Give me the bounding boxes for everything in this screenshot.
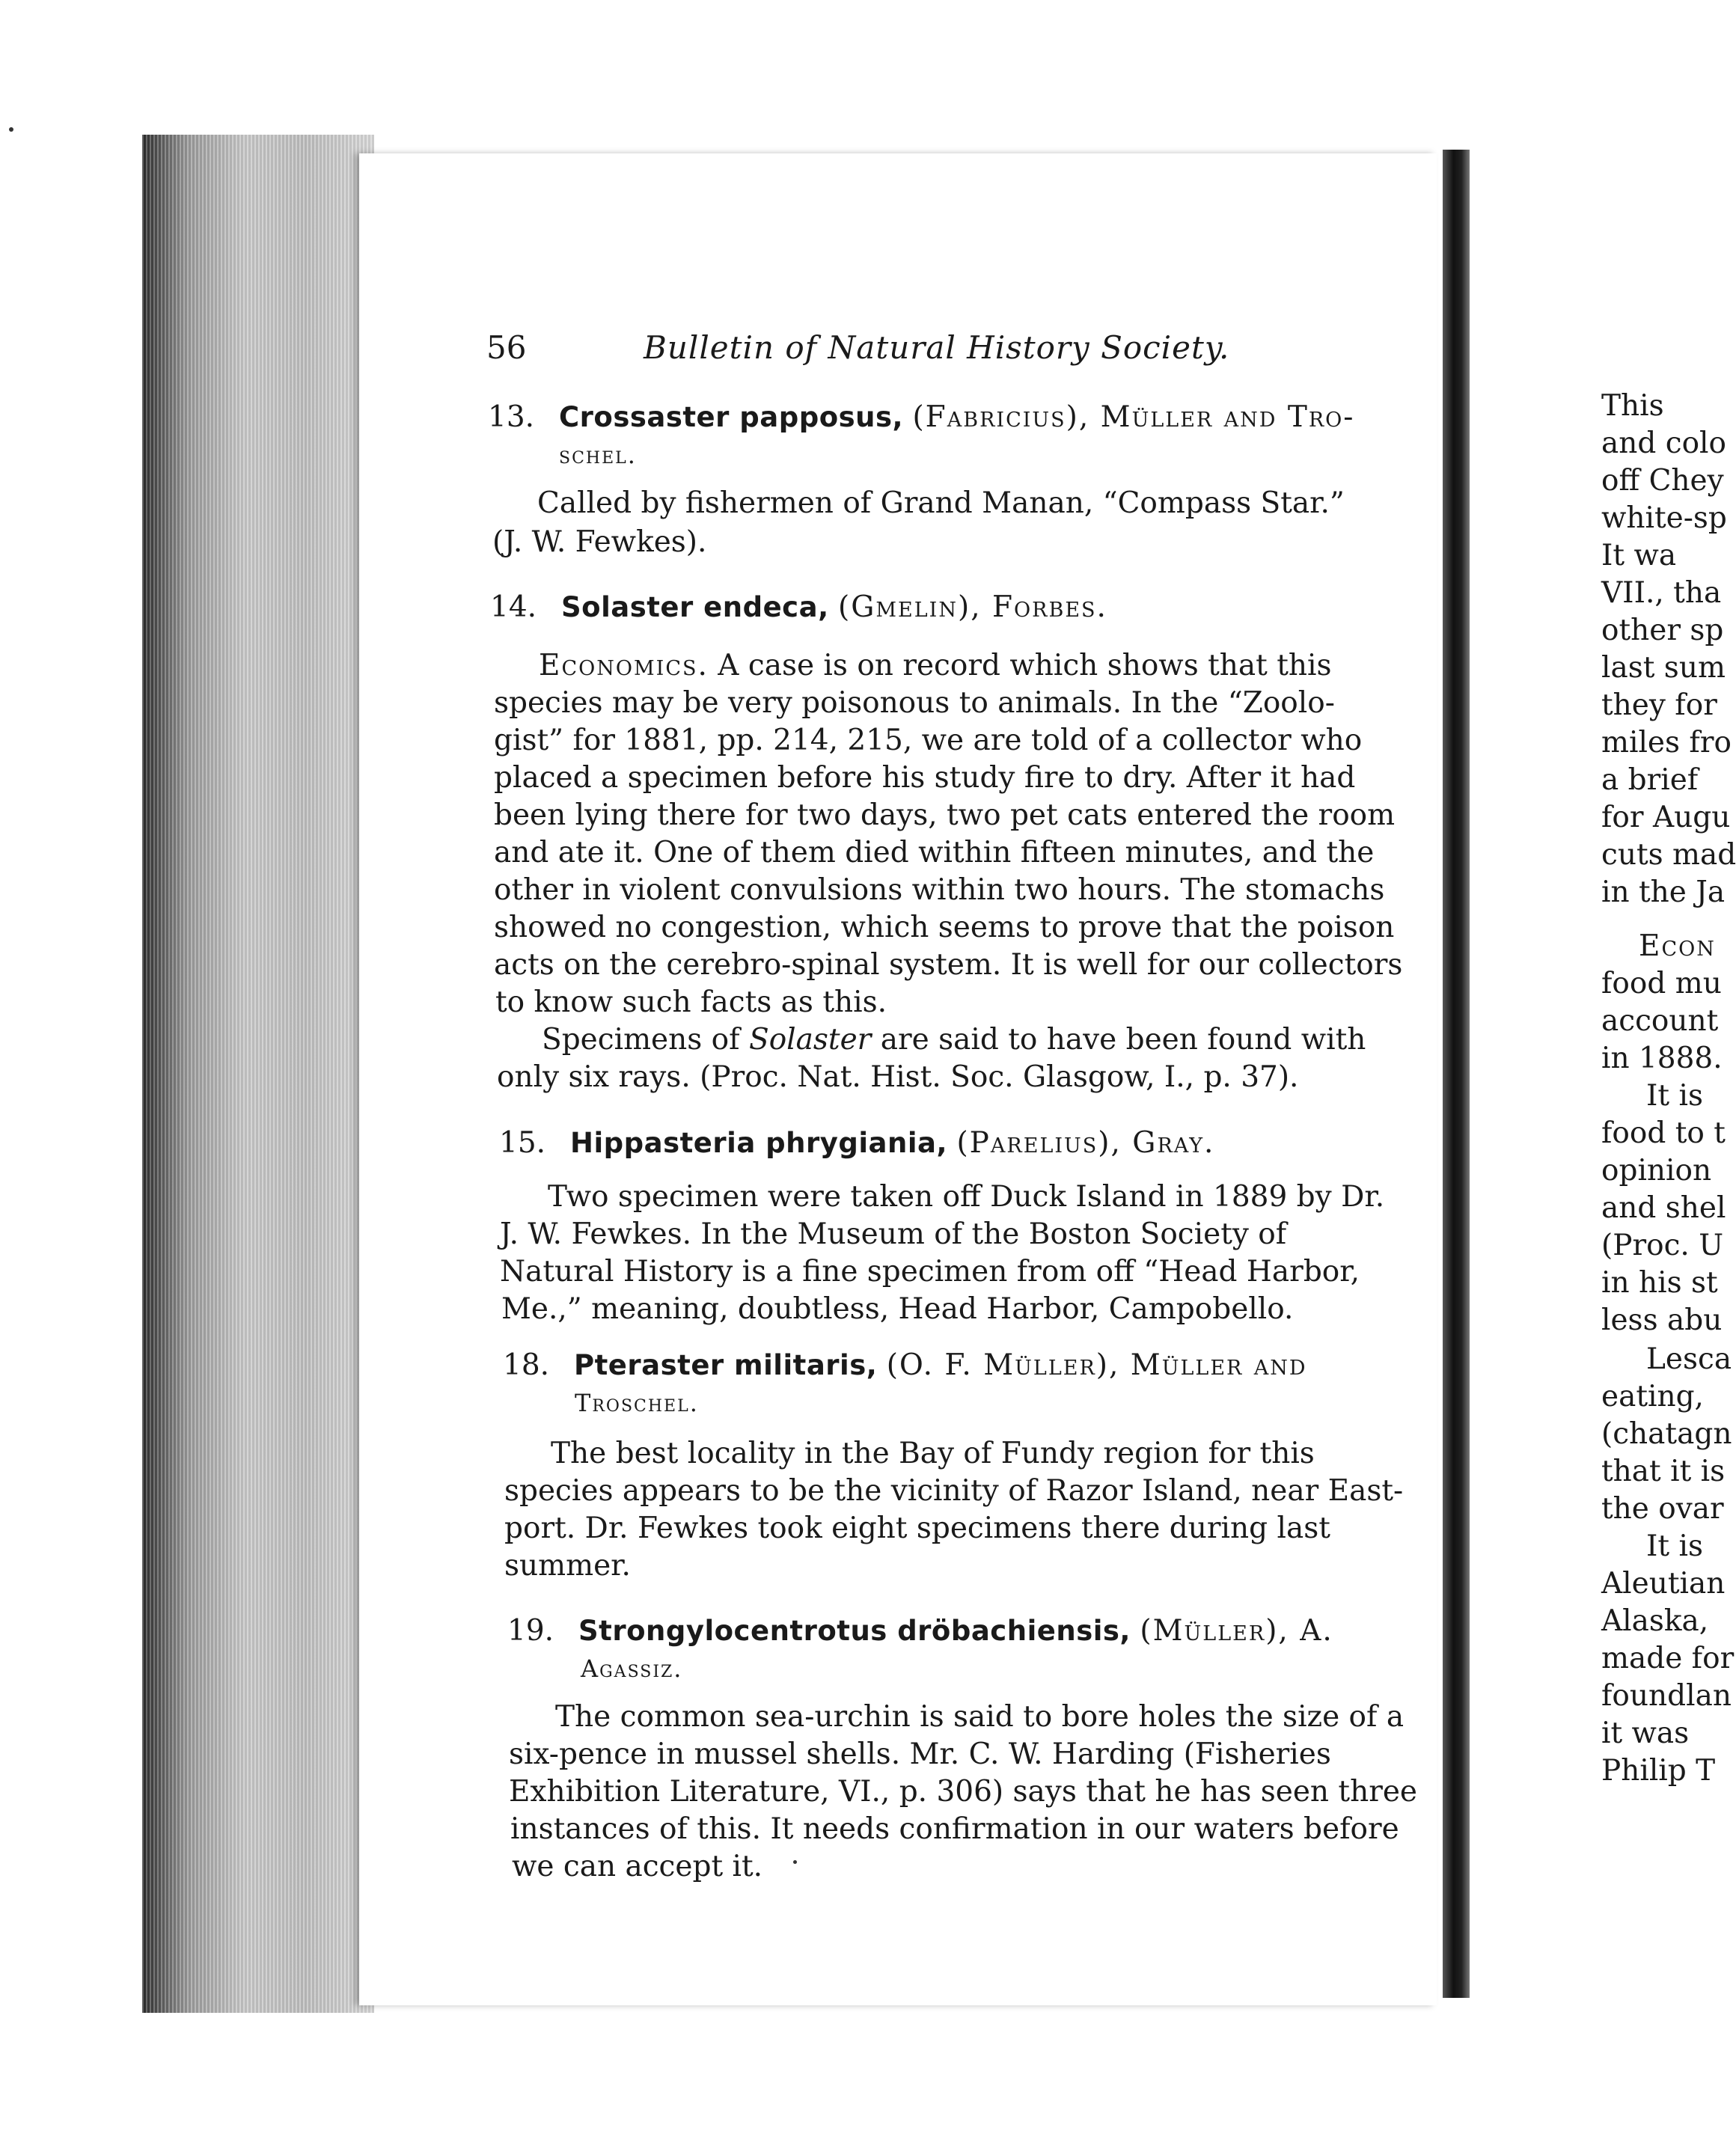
paragraph-line <box>539 647 1332 685</box>
entry-heading <box>488 399 1354 436</box>
species-authority: (O. F. Müller), Müller and <box>886 1348 1307 1382</box>
paragraph-line: The common sea-urchin is said to bore holes the size of a <box>555 1700 1405 1734</box>
right-page-line: Lesca <box>1646 1342 1732 1376</box>
paragraph-line: instances of this. It needs confirmation in our waters before <box>510 1812 1399 1846</box>
paragraph-line: gist” for 1881, pp. 214, 215, we are told of a collector who <box>494 724 1363 757</box>
right-page-line: Aleutian <box>1601 1567 1726 1601</box>
paragraph-line: been lying there for two days, two pet cats entered the room <box>494 798 1396 832</box>
right-page-line: VII., tha <box>1601 576 1722 610</box>
section-label: Economics. <box>539 649 709 682</box>
right-page-line: and shel <box>1601 1191 1726 1225</box>
right-page-line: in his st <box>1601 1266 1718 1300</box>
right-page-line: that it is <box>1601 1455 1726 1488</box>
paragraph-line: placed a specimen before his study fire to dry. After it had <box>494 761 1356 795</box>
paragraph-text: A case is on record which shows that this <box>708 649 1332 682</box>
species-authority: (Müller), A. <box>1140 1614 1333 1648</box>
entry-heading <box>507 1613 1333 1650</box>
paragraph-line: and ate it. One of them died within fifteen minutes, and the <box>494 836 1375 869</box>
entry-heading <box>490 589 1107 626</box>
right-page-line: in the Ja <box>1601 875 1726 909</box>
ink-speck <box>793 1860 797 1864</box>
right-page-line: the ovar <box>1601 1492 1724 1526</box>
species-authority-continued: schel. <box>559 441 637 469</box>
right-page-line: opinion <box>1601 1154 1712 1187</box>
genus-name: Solaster <box>748 1023 872 1057</box>
paragraph-line: we can accept it. <box>512 1850 763 1883</box>
right-page-line: Econ <box>1639 929 1716 963</box>
paragraph-line: The best locality in the Bay of Fundy region for this <box>551 1437 1315 1470</box>
right-page-line: in 1888. <box>1601 1042 1723 1075</box>
paragraph-line: to know such facts as this. <box>495 985 887 1019</box>
right-page-line: (Proc. U <box>1601 1229 1724 1262</box>
right-page-line: less abu <box>1601 1303 1723 1337</box>
right-page-line: (chatagn <box>1601 1417 1732 1451</box>
species-authority: (Fabricius), Müller and Tro- <box>912 400 1355 434</box>
right-page-line: for Augu <box>1601 801 1731 834</box>
species-name: Crossaster papposus, <box>559 401 904 433</box>
entry-number: 13. <box>488 400 535 434</box>
right-page-line: miles fro <box>1601 726 1732 759</box>
ink-speck <box>9 127 13 132</box>
paragraph-line: acts on the cerebro-spinal system. It is well for our collectors <box>494 948 1403 982</box>
right-page-line: a brief <box>1601 763 1699 797</box>
right-page-line: Alaska, <box>1601 1604 1709 1638</box>
right-page-line: This <box>1601 389 1664 423</box>
species-authority: (Gmelin), Forbes. <box>838 590 1107 624</box>
species-name: Solaster endeca, <box>561 591 829 623</box>
paragraph-line: species appears to be the vicinity of Razor Island, near East- <box>504 1474 1404 1508</box>
paragraph-text: Specimens of <box>542 1023 749 1057</box>
species-authority-continued: Agassiz. <box>581 1654 683 1683</box>
paragraph-line: summer. <box>504 1549 631 1583</box>
right-page-line: It wa <box>1601 539 1677 572</box>
paragraph-line <box>542 1021 1366 1059</box>
paragraph-line: other in violent convulsions within two hours. The stomachs <box>494 873 1385 907</box>
right-page-line: It is <box>1646 1079 1703 1113</box>
paragraph-line: Two specimen were taken off Duck Island in 1889 by Dr. <box>548 1180 1385 1214</box>
paragraph-line: six-pence in mussel shells. Mr. C. W. Harding (Fisheries <box>509 1737 1331 1771</box>
entry-number: 19. <box>507 1614 554 1648</box>
entry-number: 14. <box>490 590 537 624</box>
right-page-line: it was <box>1601 1717 1690 1750</box>
right-page-line: made for <box>1601 1642 1735 1675</box>
right-page-line: account <box>1601 1004 1719 1038</box>
right-page-line: foundlan <box>1601 1679 1732 1713</box>
paragraph-line: only six rays. (Proc. Nat. Hist. Soc. Glasgow, I., p. 37). <box>497 1060 1299 1094</box>
right-page-line: Philip T <box>1601 1754 1716 1788</box>
entry-number: 18. <box>503 1348 550 1382</box>
species-name: Hippasteria phrygiania, <box>570 1127 948 1159</box>
page-number: 56 <box>486 329 527 366</box>
running-title: Bulletin of Natural History Society. <box>644 329 1230 366</box>
right-page-line: cuts mad <box>1601 838 1736 872</box>
entry-heading <box>503 1347 1307 1384</box>
paragraph-text: are said to have been found with <box>871 1023 1366 1057</box>
paragraph-line: port. Dr. Fewkes took eight specimens there during last <box>504 1511 1330 1545</box>
right-page-line: food to t <box>1601 1116 1726 1150</box>
right-page-line: last sum <box>1601 651 1726 685</box>
species-name: Pteraster militaris, <box>574 1349 878 1381</box>
right-page-line: It is <box>1646 1529 1703 1563</box>
paragraph-line: (J. W. Fewkes). <box>492 525 707 559</box>
entry-heading <box>499 1125 1214 1162</box>
paragraph-line: Exhibition Literature, VI., p. 306) says that he has seen three <box>509 1775 1418 1809</box>
paragraph-line: J. W. Fewkes. In the Museum of the Boston Society of <box>500 1217 1287 1251</box>
paragraph-line: Me.,” meaning, doubtless, Head Harbor, Campobello. <box>501 1292 1294 1326</box>
page-header <box>486 329 1235 374</box>
right-page-line: other sp <box>1601 614 1724 647</box>
paragraph-line: Called by fishermen of Grand Manan, “Compass Star.” <box>537 486 1345 520</box>
paragraph-line: Natural History is a fine specimen from off “Head Harbor, <box>500 1255 1360 1289</box>
right-page-line: they for <box>1601 688 1717 722</box>
species-name: Strongylocentrotus dröbachiensis, <box>578 1615 1131 1647</box>
book-page-edges <box>142 135 374 2013</box>
paragraph-line: species may be very poisonous to animals. In the “Zoolo- <box>494 686 1335 720</box>
book-gutter <box>1443 150 1470 1998</box>
species-authority-continued: Troschel. <box>575 1389 699 1417</box>
species-authority: (Parelius), Gray. <box>956 1126 1215 1160</box>
right-page-line: and colo <box>1601 427 1727 460</box>
right-page-line: off Chey <box>1601 464 1724 498</box>
paragraph-line: showed no congestion, which seems to prove that the poison <box>494 911 1395 944</box>
right-page-line: eating, <box>1601 1380 1704 1413</box>
entry-number: 15. <box>499 1126 546 1160</box>
right-page-line: food mu <box>1601 967 1722 1000</box>
right-page-line: white-sp <box>1601 501 1727 535</box>
